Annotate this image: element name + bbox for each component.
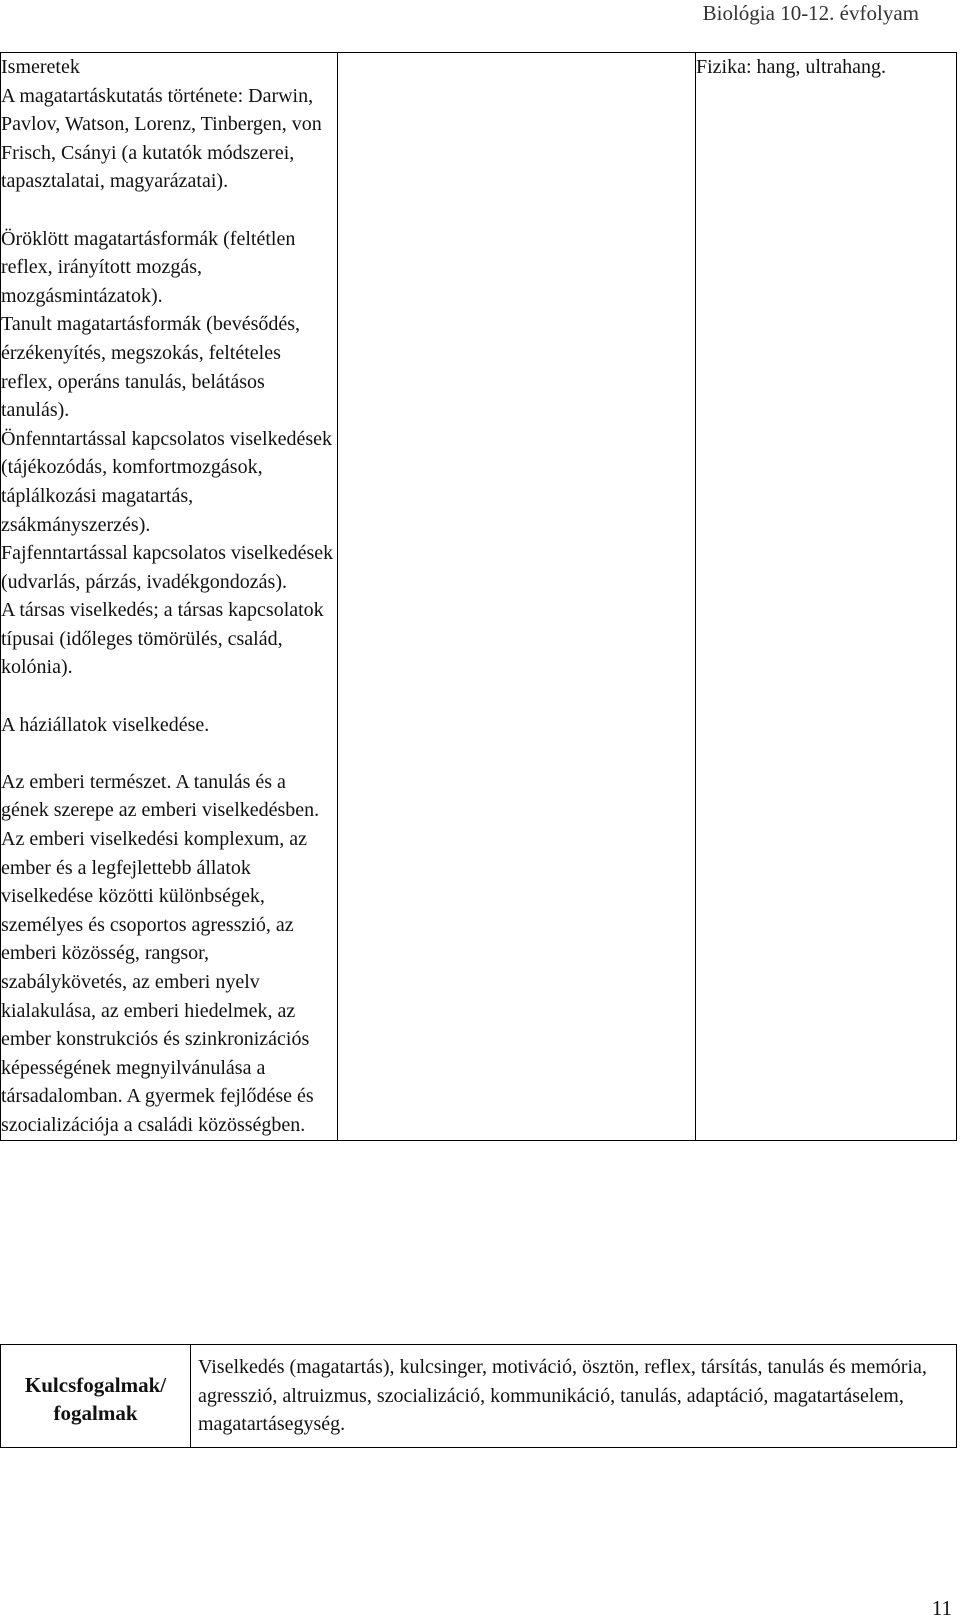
key-terms-text: Viselkedés (magatartás), kulcsinger, motiváció, ösztön, reflex, társítás, tanulás és memória, agresszió, altruizmus, szocializáció, kommunikáció, tanulás, adaptáció, magatartáselem, magatartásegység.	[191, 1345, 957, 1448]
inherited-behaviors-paragraph: Öröklött magatartásformák (feltétlen reflex, irányított mozgás, mozgásmintázatok).	[1, 227, 296, 307]
connections-cell	[696, 53, 957, 1141]
key-terms-label: Kulcsfogalmak/ fogalmak	[1, 1345, 191, 1448]
history-paragraph: A magatartáskutatás története: Darwin, Pavlov, Watson, Lorenz, Tinbergen, von Frisch, Csányi (a kutatók módszerei, tapasztalatai, magyarázatai).	[1, 84, 322, 193]
section-heading: Ismeretek	[1, 56, 80, 78]
learned-behaviors-paragraph: Tanult magatartásformák (bevésődés, érzékenyítés, megszokás, feltételes reflex, operáns tanulás, belátásos tanulás).	[1, 313, 301, 422]
self-maintenance-paragraph: Önfenntartással kapcsolatos viselkedések (tájékozódás, komfortmozgások, táplálkozási magatartás, zsákmányszerzés).	[1, 427, 333, 536]
table-row	[1, 1345, 957, 1448]
key-terms-table	[0, 1344, 957, 1448]
knowledge-cell	[1, 53, 338, 1141]
curriculum-table	[0, 52, 957, 1141]
table-row	[1, 53, 957, 1141]
page-number: 11	[931, 1596, 952, 1620]
social-behavior-paragraph: A társas viselkedés; a társas kapcsolatok típusai (időleges tömörülés, család, kolónia).	[1, 599, 324, 679]
domestic-animals-paragraph: A háziállatok viselkedése.	[1, 713, 210, 736]
reproduction-paragraph: Fajfenntartással kapcsolatos viselkedések (udvarlás, párzás, ivadékgondozás).	[1, 542, 334, 593]
connections-text: Fizika: hang, ultrahang.	[696, 56, 886, 78]
empty-cell	[338, 53, 696, 1141]
page-header-title: Biológia 10-12. évfolyam	[702, 1, 919, 25]
human-nature-paragraph: Az emberi természet. A tanulás és a gének szerepe az emberi viselkedésben. Az emberi viselkedési komplexum, az ember és a legfejlettebb állatok viselkedése közötti különbségek, személyes és csoportos agresszió, az emberi közösség, rangsor, szabálykövetés, az emberi nyelv kialakulása, az emberi hiedelmek, az ember konstrukciós és szinkronizációs képességének megnyilvánulása a társadalomban. A gyermek fejlődése és szocializációja a családi közösségben.	[1, 770, 320, 1136]
